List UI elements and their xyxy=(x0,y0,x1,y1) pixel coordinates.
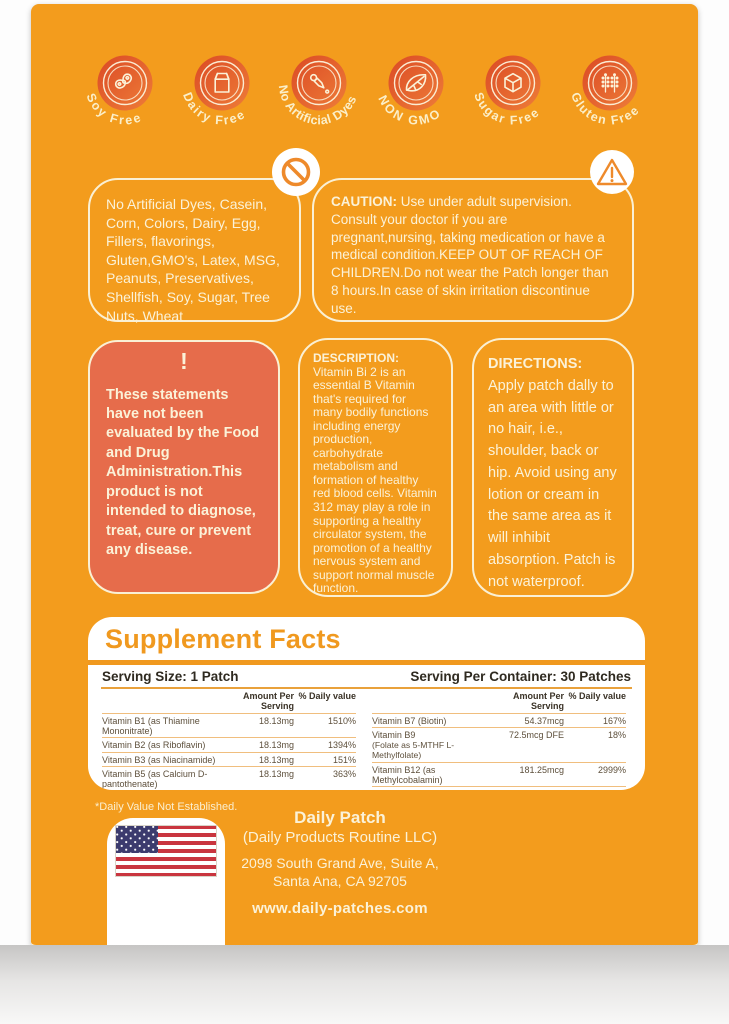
badge-soy-free xyxy=(75,41,175,141)
serving-size: Serving Size: 1 Patch xyxy=(102,669,239,684)
description-box xyxy=(298,338,453,597)
table-row: Vitamin B5 (as Calcium D-pantothenate) 18.13mg 363% xyxy=(102,767,356,790)
nutrient-table-left xyxy=(102,689,356,790)
description-heading: DESCRIPTION: xyxy=(313,351,400,365)
col-amount-header: Amount Per Serving xyxy=(512,691,564,711)
table-row: Vitamin B12 (as Methylcobalamin) 181.25mcg 2999% xyxy=(372,763,626,788)
supplement-facts-panel xyxy=(88,617,645,790)
badge-label: Dairy Free xyxy=(180,90,249,128)
caution-heading: CAUTION: xyxy=(331,194,397,209)
directions-heading: DIRECTIONS: xyxy=(488,356,583,372)
badge-dairy-free xyxy=(172,41,272,141)
warning-triangle-icon xyxy=(590,150,634,194)
directions-text: Apply patch dally to an area with little or no hair, i.e., shoulder, back or hip. Avoid using any lotion or cream in the same area as it will inhibit absorption. Patch is not waterproof. xyxy=(488,377,617,590)
address-line-1: 2098 South Grand Ave, Suite A, xyxy=(241,855,439,871)
address-line-2: Santa Ana, CA 92705 xyxy=(273,872,407,889)
badge-label: No Artificial Dyes xyxy=(275,84,360,128)
description-text: Vitamin Bi 2 is an essential B Vitamin that's required for many bodily functions including energy production, carbohydrate metabolism and formation of healthy red blood cells. Vitamin 312 may play a role in supporting a healthy circulator system, the promotion of a healthy nervous system and support normal muscle function. xyxy=(313,364,437,596)
fda-disclaimer-box xyxy=(88,340,280,594)
website-url: www.daily-patches.com xyxy=(252,900,428,917)
table-row: Vitamin B3 (as Niacinamide) 18.13mg 151% xyxy=(102,753,356,768)
badge-sugar-free xyxy=(463,41,563,141)
caution-box xyxy=(312,178,634,322)
caution-text: Use under adult supervision. Consult your doctor if you are pregnant,nursing, taking medication or have a medical condition.KEEP OUT OF REACH OF CHILDREN.Do not wear the Patch longer than 8 hours.In case of skin irritation discontinue use. xyxy=(331,194,609,316)
company-name: Daily Patch xyxy=(294,808,386,827)
badge-label: Sugar Free xyxy=(471,90,543,128)
directions-box xyxy=(472,338,634,597)
badge-label: NON GMO xyxy=(375,92,445,128)
label-card xyxy=(31,4,698,947)
table-row: Vitamin B2 (as Riboflavin) 18.13mg 1394% xyxy=(102,738,356,753)
col-dv-header: % Daily value xyxy=(298,691,356,701)
table-row: Vitamin B7 (Biotin) 54.37mcg 167% xyxy=(372,714,626,729)
badge-label: Gluten Free xyxy=(568,90,643,128)
badge-label: Soy Free xyxy=(83,91,145,128)
exclamation-icon: ! xyxy=(180,348,188,374)
serving-per-container: Serving Per Container: 30 Patches xyxy=(410,669,631,684)
prohibition-icon xyxy=(272,148,320,196)
table-row: Vitamin B1 (as Thiamine Mononitrate) 18.13mg 1510% xyxy=(102,714,356,739)
daily-value-footnote: *Daily Value Not Established. xyxy=(95,801,238,813)
badge-gluten-free xyxy=(560,41,660,141)
allergen-text: No Artificial Dyes, Casein, Corn, Colors, Dairy, Egg, Fillers, flavorings, Gluten,GMO's, Latex, MSG, Peanuts, Preservatives, Shellfish, Soy, Sugar, Tree Nuts, Wheat xyxy=(106,196,280,324)
col-amount-header: Amount Per Serving xyxy=(242,691,294,711)
table-header-row xyxy=(102,689,356,714)
photo-floor-shadow xyxy=(0,945,729,1024)
fda-text: These statements have not been evaluated by the Food and Drug Administration.This product is not intended to diagnose, treat, cure or prevent any disease. xyxy=(106,386,260,558)
allergen-box xyxy=(88,178,301,322)
table-row: Vitamin B9 (Folate as 5-MTHF L-Methylfolate) 72.5mcg DFE 18% xyxy=(372,728,626,763)
badge-no-artificial-dyes xyxy=(269,41,369,141)
col-dv-header: % Daily value xyxy=(568,691,626,701)
company-subname: (Daily Products Routine LLC) xyxy=(242,829,438,846)
badge-non-gmo xyxy=(366,41,466,141)
supplement-facts-title: Supplement Facts xyxy=(105,624,341,654)
table-header-row xyxy=(372,689,626,714)
nutrient-table-right xyxy=(372,689,626,790)
company-info xyxy=(195,808,485,917)
